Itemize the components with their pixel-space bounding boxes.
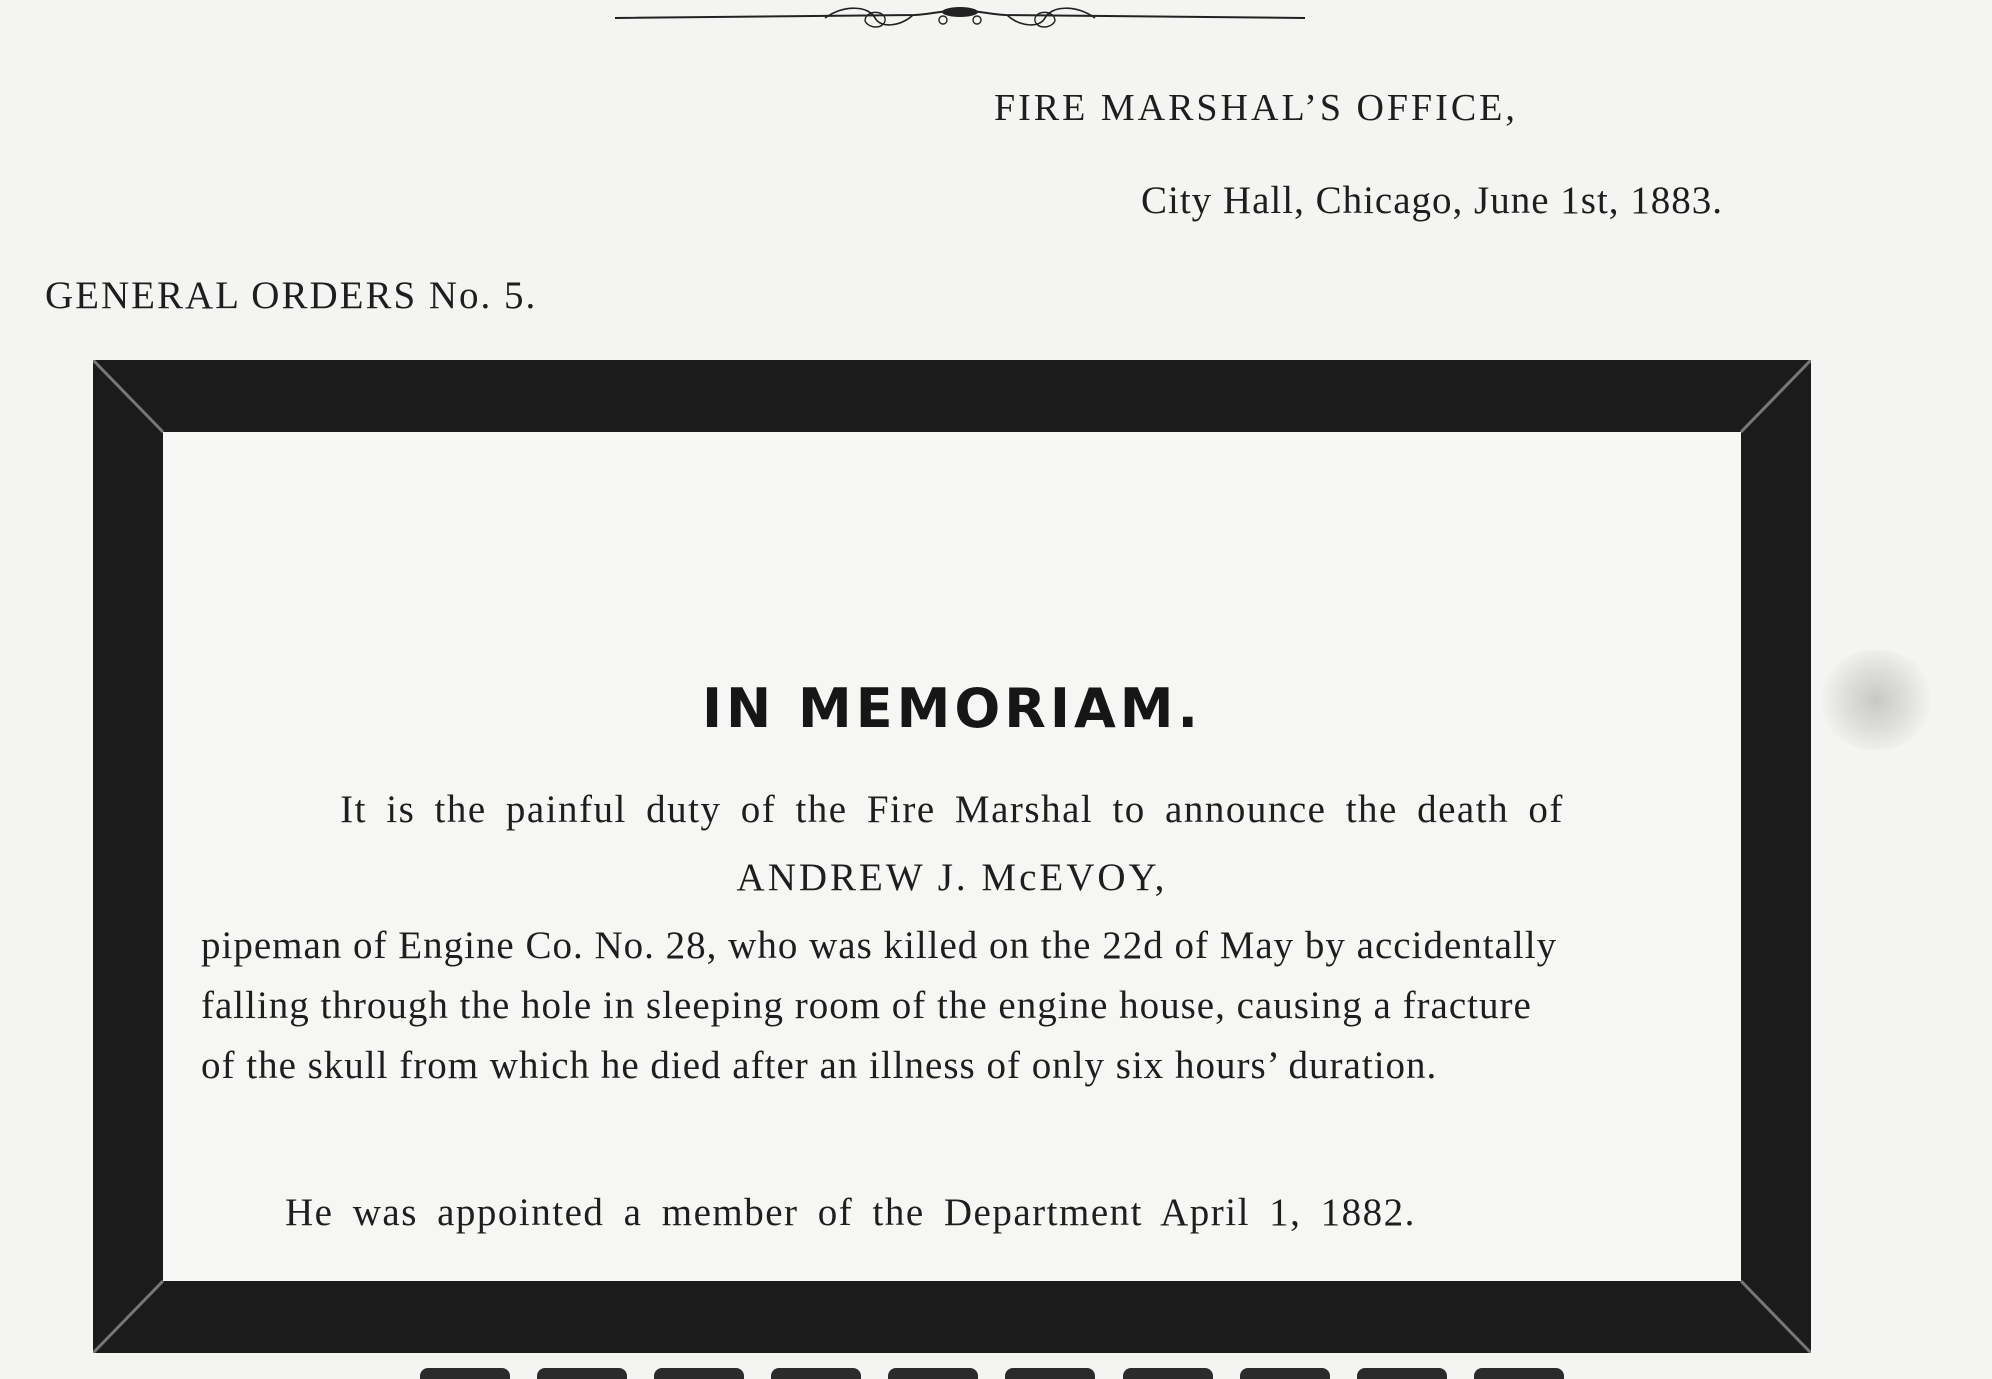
general-orders-number: GENERAL ORDERS No. 5. [45,274,538,317]
cut-off-word-fragment [1474,1368,1564,1379]
office-heading: FIRE MARSHAL’S OFFICE, [994,87,1518,129]
cut-off-word-fragment [1005,1368,1095,1379]
cut-off-word-fragment [654,1368,744,1379]
cut-off-word-fragment [888,1368,978,1379]
narrative-line: falling through the hole in sleeping room of the engine house, causing a fracture [201,984,1532,1027]
deceased-name: ANDREW J. McEVOY, [736,856,1168,899]
dateline: City Hall, Chicago, June 1st, 1883. [1141,179,1724,222]
cut-off-word-fragment [420,1368,510,1379]
mourning-border [93,360,1811,1353]
cut-off-text-line [420,1366,1680,1379]
announcement-text: It is the painful duty of the Fire Marshal to announce the death of [340,788,1564,831]
ink-smudge [1816,650,1936,750]
cut-off-word-fragment [1357,1368,1447,1379]
memorial-panel [163,432,1741,1281]
appointment-date-text: He was appointed a member of the Department April 1, 1882. [285,1191,1416,1234]
narrative-line: of the skull from which he died after an illness of only six hours’ duration. [201,1044,1438,1087]
cut-off-word-fragment [771,1368,861,1379]
narrative-line: pipeman of Engine Co. No. 28, who was killed on the 22d of May by accidentally [201,924,1558,967]
cut-off-word-fragment [537,1368,627,1379]
memorial-title: IN MEMORIAM. [701,677,1203,740]
cut-off-word-fragment [1123,1368,1213,1379]
flourish-divider-icon [615,0,1305,34]
cut-off-word-fragment [1240,1368,1330,1379]
death-narrative [201,916,1701,1096]
